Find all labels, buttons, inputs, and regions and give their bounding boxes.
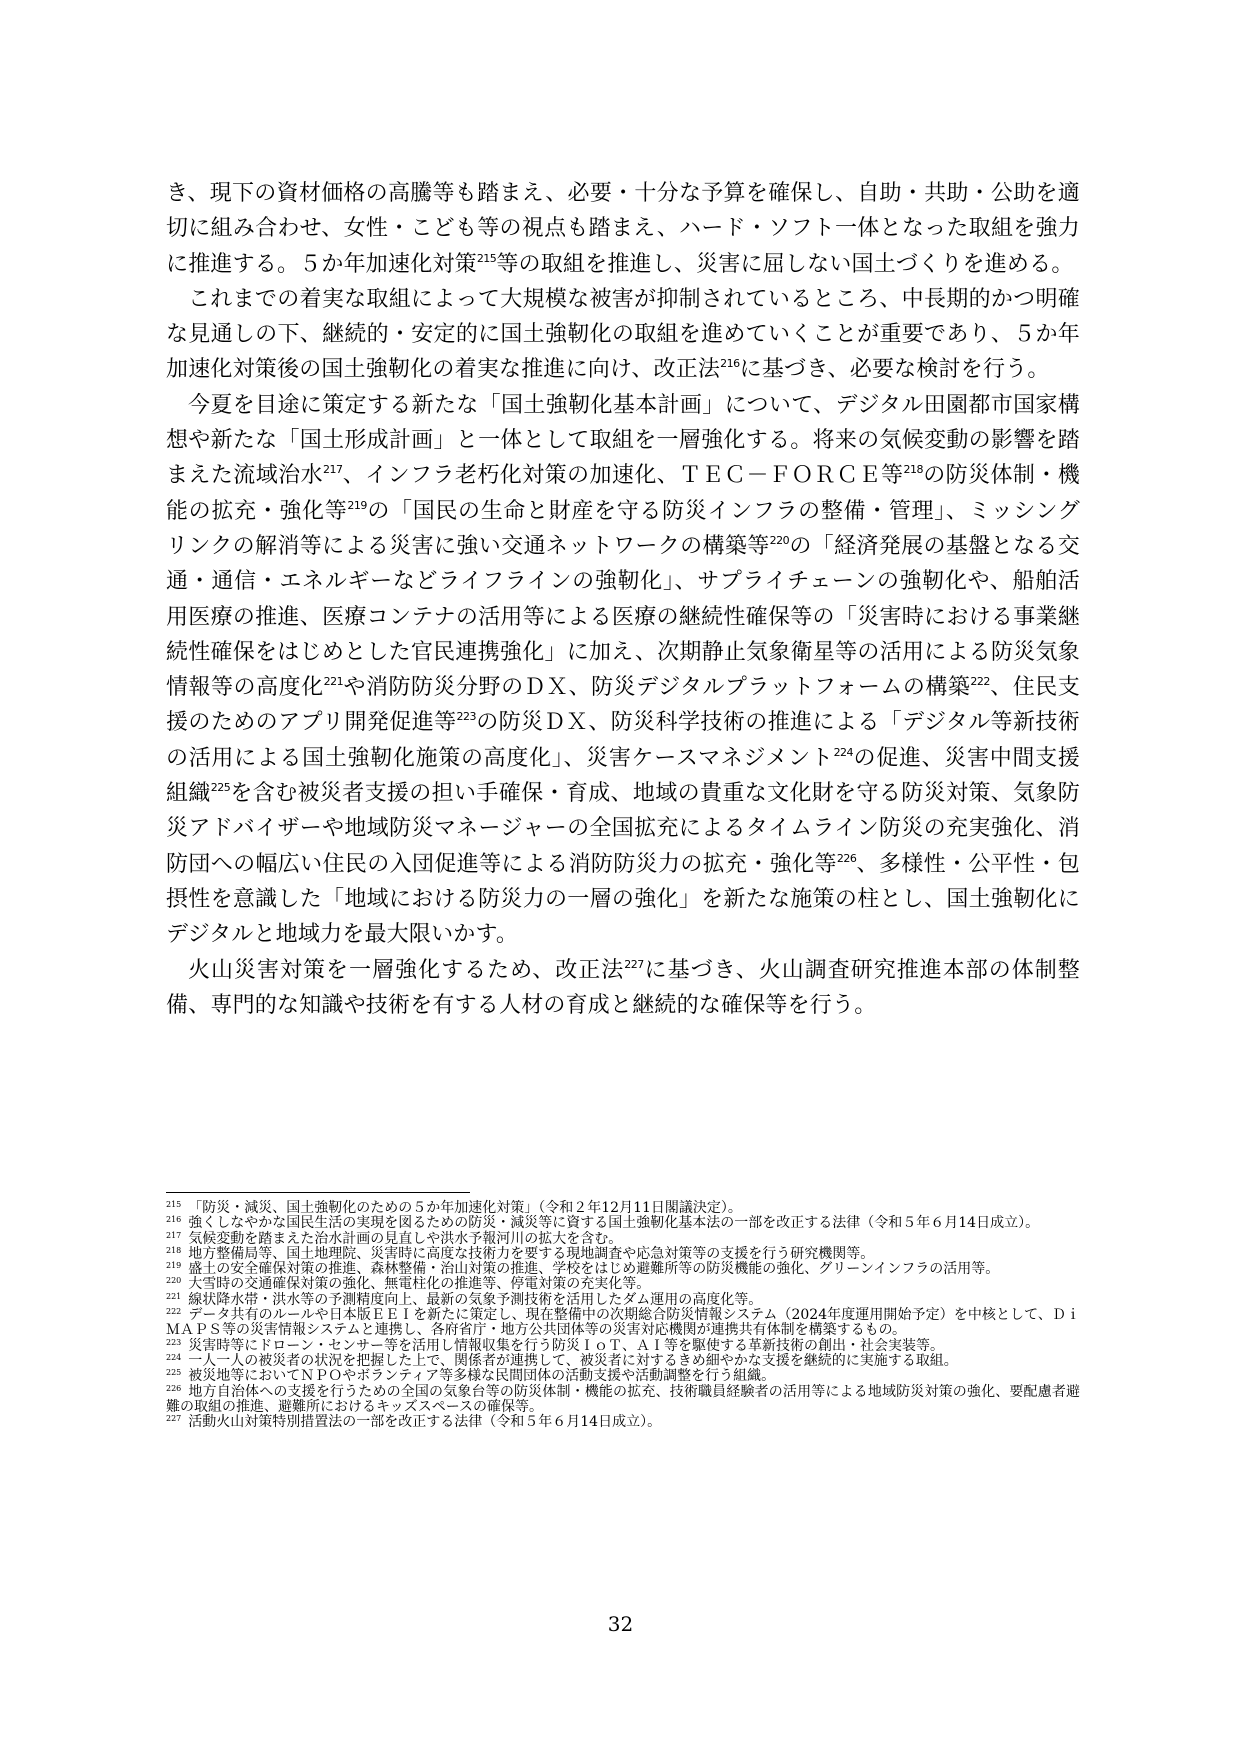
footnote-text: 気候変動を踏まえた治水計画の見直しや洪水予報河川の拡大を含む。 [188, 1230, 623, 1247]
footnote-number: 215 [166, 1200, 182, 1209]
footnote-number: 218 [166, 1245, 182, 1255]
footnote-number: 223 [166, 1337, 182, 1347]
footnote-reference: 220 [769, 533, 790, 547]
paragraph-text: 、多様性・公平性・包摂性を意識した「地域における防災力の一層の強化」を新たな施策の柱とし、国土強靭化にデジタルと地域力を最大限いかす。 [166, 851, 1080, 948]
footnote-reference: 224 [833, 745, 854, 759]
footnote-text: 強くしなやかな国民生活の実現を図るための防災・減災等に資する国土強靭化基本法の一部を改正する法律（令和５年６月14日成立）。 [188, 1215, 1040, 1232]
footnote [166, 1216, 1080, 1231]
footnote-number: 225 [166, 1368, 182, 1378]
paragraph-text: 、住民支援のためのアプリ開発促進等 [166, 675, 1080, 736]
footnote-text: 地方整備局等、国土地理院、災害時に高度な技術力を要する現地調査や応急対策等の支援を行う研究機関等。 [188, 1245, 875, 1262]
footnote-number: 224 [166, 1352, 182, 1362]
footnote [166, 1201, 1080, 1216]
paragraph-text: 火山災害対策を一層強化するため、改正法 [188, 957, 625, 983]
footnote-reference: 226 [836, 851, 857, 865]
footnote-text: データ共有のルールや日本版ＥＥＩを新たに策定し、現在整備中の次期総合防災情報システム（2024年度運用開始予定）を中核として、ＤｉＭＡＰＳ等の災害情報システムと連携し、各府省庁・地方公共団体等の災害対応機関が連携共有体制を構築するもの。 [166, 1307, 1080, 1339]
footnote-text: 盛土の安全確保対策の推進、森林整備・治山対策の推進、学校をはじめ避難所等の防災機能の強化、グリーンインフラの活用等。 [188, 1261, 1000, 1278]
page-number: 32 [607, 1612, 634, 1636]
footnote [166, 1354, 1080, 1369]
paragraph-text: 等の取組を推進し、災害に屈しない国土づくりを進める。 [496, 251, 1074, 277]
paragraph-text: や消防防災分野のＤＸ、防災デジタルプラットフォームの構築 [343, 675, 971, 701]
paragraph-text: の促進、災害中間支援組織 [166, 745, 1080, 807]
paragraph-text: の「国民の生命と財産を守る防災インフラの整備・管理」、ミッシングリンクの解消等による災害に強い交通ネットワークの構築等 [166, 498, 1080, 559]
paragraph-text: き、現下の資材価格の高騰等も踏まえ、必要・十分な予算を確保し、自助・共助・公助を適切に組み合わせ、女性・こども等の視点も踏まえ、ハード・ソフト一体となった取組を強力に推進する。５か年加速化対策 [166, 181, 1080, 277]
footnote-number: 221 [166, 1291, 182, 1301]
footnote-reference: 227 [624, 957, 644, 971]
footnote-number: 222 [166, 1307, 182, 1317]
body-text [166, 176, 1080, 1023]
body-paragraph [166, 388, 1080, 953]
footnote-reference: 219 [347, 498, 367, 512]
paragraph-text: に基づき、必要な検討を行う。 [739, 357, 1050, 383]
footnote [166, 1293, 1080, 1308]
footnote-reference: 222 [970, 675, 990, 689]
paragraph-text: 今夏を目途に策定する新たな「国土強靭化基本計画」について、デジタル田園都市国家構想や新たな「国土形成計画」と一体として取組を一層強化する。将来の気候変動の影響を踏まえた流域治水 [166, 392, 1080, 489]
footnote [166, 1415, 1080, 1430]
body-paragraph [166, 953, 1080, 1024]
footnote-number: 226 [166, 1383, 182, 1393]
paragraph-text: を含む被災者支援の担い手確保・育成、地域の貴重な文化財を守る防災対策、気象防災アドバイザーや地域防災マネージャーの全国拡充によるタイムライン防災の充実強化、消防団への幅広い住民の入団促進等による消防防災力の拡充・強化等 [166, 781, 1080, 877]
footnote [166, 1277, 1080, 1292]
footnote-number: 216 [166, 1215, 182, 1225]
footnote-text: 災害時等にドローン・センサー等を活用し情報収集を行う防災ＩｏＴ、ＡＩ等を駆使する革新技術の創出・社会実装等。 [188, 1337, 944, 1354]
footnote-number: 220 [166, 1276, 182, 1286]
footnote-text: 地方自治体への支援を行うための全国の気象台等の防災体制・機能の拡充、技術職員経験者の活用等による地域防災対策の強化、要配慮者避難の取組の推進、避難所におけるキッズスペースの確保等。 [166, 1383, 1080, 1415]
footnote-number: 227 [166, 1414, 182, 1424]
footnote-text: 「防災・減災、国土強靭化のための５か年加速化対策」（令和２年12月11日閣議決定）。 [188, 1200, 742, 1216]
footnote [166, 1232, 1080, 1247]
footnote-separator [166, 1192, 470, 1193]
footnote-reference: 215 [476, 251, 497, 265]
paragraph-text: に基づき、火山調査研究推進本部の体制整備、専門的な知識や技術を有する人材の育成と継続的な確保等を行う。 [166, 957, 1080, 1018]
footnote-text: 活動火山対策特別措置法の一部を改正する法律（令和５年６月14日成立）。 [188, 1414, 662, 1431]
footnote-number: 217 [166, 1230, 182, 1240]
footnote-text: 大雪時の交通確保対策の強化、無電柱化の推進等、停電対策の充実化等。 [188, 1276, 651, 1293]
footnote-number: 219 [166, 1261, 182, 1271]
footnote-text: 線状降水帯・洪水等の予測精度向上、最新の気象予測技術を活用したダム運用の高度化等。 [188, 1291, 763, 1308]
footnotes [166, 1201, 1080, 1430]
footnote-text: 被災地等においてＮＰＯやボランティア等多様な民間団体の活動支援や活動調整を行う組織。 [188, 1368, 776, 1385]
footnote-reference: 218 [903, 463, 923, 477]
paragraph-text: の防災体制・機能の拡充・強化等 [166, 463, 1080, 524]
paragraph-text: の「経済発展の基盤となる交通・通信・エネルギーなどライフラインの強靭化」、サプライチェーンの強靭化や、船舶活用医療の推進、医療コンテナの活用等による医療の継続性確保等の「災害時における事業継続性確保をはじめとした官民連携強化」に加え、次期静止気象衛星等の活用による防災気象情報等の高度化 [166, 533, 1080, 701]
body-paragraph [166, 282, 1080, 388]
footnote-reference: 216 [720, 357, 740, 371]
footnote [166, 1247, 1080, 1262]
footnote [166, 1308, 1080, 1339]
footnote-reference: 217 [323, 463, 343, 477]
paragraph-text: の防災ＤＸ、防災科学技術の推進による「デジタル等新技術の活用による国土強靭化施策の高度化」、災害ケースマネジメント [166, 710, 1080, 771]
footnote-reference: 221 [323, 675, 344, 689]
footnote-reference: 223 [456, 710, 477, 724]
footnote-text: 一人一人の被災者の状況を把握した上で、関係者が連携して、被災者に対するきめ細やかな支援を継続的に実施する取組。 [188, 1352, 958, 1369]
paragraph-text: これまでの着実な取組によって大規模な被害が抑制されているところ、中長期的かつ明確な見通しの下、継続的・安定的に国土強靭化の取組を進めていくことが重要であり、５か年加速化対策後の国土強靭化の着実な推進に向け、改正法 [166, 286, 1080, 383]
footnote [166, 1339, 1080, 1354]
paragraph-text: 、インフラ老朽化対策の加速化、ＴＥＣ－ＦＯＲＣＥ等 [342, 463, 904, 489]
footnote [166, 1369, 1080, 1384]
footnote-reference: 225 [210, 781, 231, 795]
footnote [166, 1385, 1080, 1416]
body-paragraph [166, 176, 1080, 282]
